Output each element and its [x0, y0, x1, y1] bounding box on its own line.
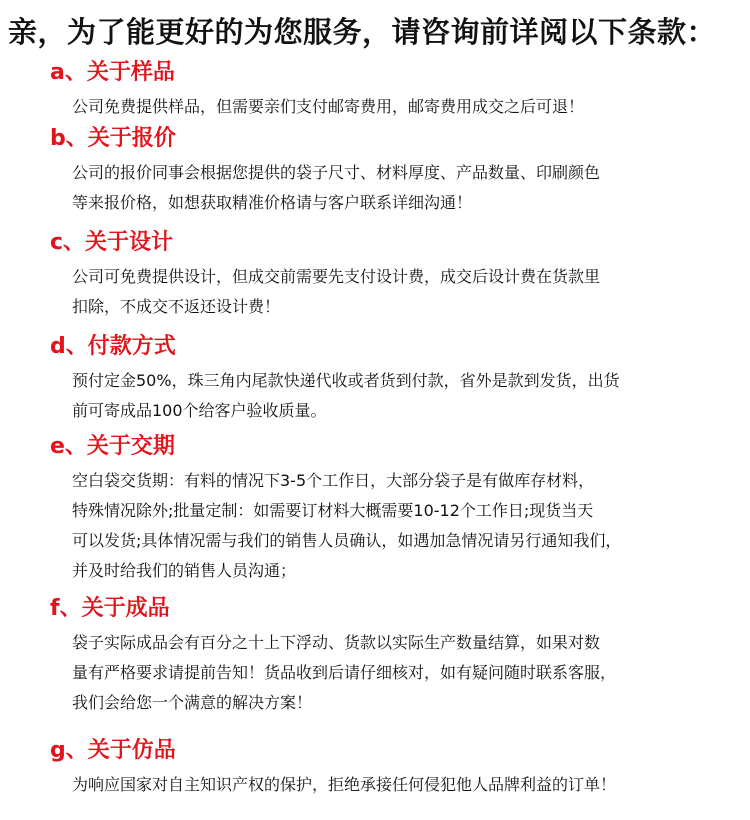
body-line: 并及时给我们的销售人员沟通； [72, 561, 297, 580]
body-line: 扣除，不成交不返还设计费！ [72, 297, 281, 316]
body-line: 特殊情况除外;批量定制：如需要订材料大概需要10-12个工作日;现货当天 [72, 501, 594, 520]
section-heading: f、关于成品 [50, 596, 170, 621]
section-heading: g、关于仿品 [50, 738, 176, 763]
body-line: 等来报价格，如想获取精准价格请与客户联系详细沟通！ [72, 193, 473, 212]
body-line: 预付定金50%，珠三角内尾款快递代收或者货到付款，省外是款到发货，出货 [72, 371, 620, 390]
section-heading: e、关于交期 [50, 434, 175, 459]
body-line: 可以发货;具体情况需与我们的销售人员确认，如遇加急情况请另行通知我们， [72, 531, 622, 550]
body-line: 为响应国家对自主知识产权的保护，拒绝承接任何侵犯他人品牌利益的订单！ [72, 775, 617, 794]
section-heading: a、关于样品 [50, 60, 175, 85]
body-line: 公司免费提供样品，但需要亲们支付邮寄费用，邮寄费用成交之后可退！ [72, 97, 585, 116]
section-body [72, 92, 732, 122]
section-body [72, 770, 732, 800]
body-line: 前可寄成品100个给客户验收质量。 [72, 401, 327, 420]
body-line: 空白袋交货期：有料的情况下3-5个工作日，大部分袋子是有做库存材料， [72, 471, 595, 490]
section-body [72, 262, 732, 322]
body-line: 我们会给您一个满意的解决方案！ [72, 693, 313, 712]
section-heading: d、付款方式 [50, 334, 176, 359]
section-body [72, 466, 732, 586]
page-title: 亲，为了能更好的为您服务，请咨询前详阅以下条款： [8, 15, 717, 49]
section-heading: b、关于报价 [50, 126, 176, 151]
body-line: 公司的报价同事会根据您提供的袋子尺寸、材料厚度、产品数量、印刷颜色 [72, 163, 601, 182]
body-line: 袋子实际成品会有百分之十上下浮动、货款以实际生产数量结算，如果对数 [72, 633, 601, 652]
body-line: 量有严格要求请提前告知！货品收到后请仔细核对，如有疑问随时联系客服， [72, 663, 617, 682]
section-heading: c、关于设计 [50, 230, 174, 255]
section-body [72, 366, 732, 426]
section-body [72, 158, 732, 218]
section-body [72, 628, 732, 718]
body-line: 公司可免费提供设计，但成交前需要先支付设计费，成交后设计费在货款里 [72, 267, 601, 286]
